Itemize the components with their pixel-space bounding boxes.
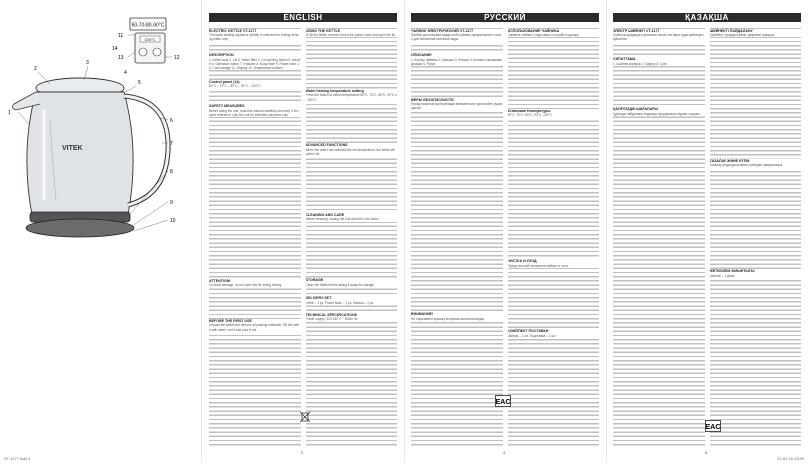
svg-text:EAC: EAC — [705, 424, 721, 431]
section: МЕРЫ БЕЗОПАСНОСТИ Перед началом эксплуатации внимательно прочитайте руководство. — [411, 97, 502, 111]
eac-mark-icon — [495, 395, 511, 407]
power-base — [26, 219, 134, 237]
section: DELIVERY SET Kettle – 1 pc. Power base – 1 pc. Manual – 1 pc. — [306, 296, 398, 305]
english-col-right — [306, 27, 398, 448]
section: Water heating temperature setting Press the button to select temperature 60°C, 70°C, 80°C, 90°C or 100°C. — [305, 88, 397, 102]
section: BEFORE THE FIRST USE Unpack the kettle and remove all packing materials. Fill the kettle with water, boil it and pour it out. — [209, 318, 300, 332]
callout-13: 13 — [118, 55, 124, 61]
section: ИСПОЛЬЗОВАНИЕ ЧАЙНИКА Снимите чайник с подставки и откройте крышку. — [508, 29, 600, 38]
section: Установка температуры 60°C, 70°C, 80°C, 90°C, 100°C — [508, 109, 600, 118]
callout-7: 7 — [170, 141, 173, 147]
section: ТАЗАЛАУ ЖӘНЕ КҮТІМ Тазалау алдында шәйнекті желіден ажыратыңыз. — [710, 159, 802, 168]
section: SAFETY MEASURES Before using the unit, read this manual carefully and keep it for future reference. Use the unit for intended purposes only. — [209, 104, 300, 117]
figure-panel — [0, 0, 200, 462]
print-footer-left: VT-1177.indd 1 — [4, 456, 31, 461]
recycle-bin-icon — [300, 410, 310, 422]
russian-banner: РУССКИЙ — [411, 13, 599, 22]
english-col-left — [209, 27, 301, 448]
callout-5: 5 — [138, 80, 141, 86]
english-panel — [203, 0, 403, 462]
svg-text:EAC: EAC — [495, 399, 511, 406]
callout-8: 8 — [170, 169, 173, 175]
section: СИПАТТАМА 1. Шәйнек корпусы 2. Қақпақ 3. Сүзгі — [613, 57, 705, 66]
section: ЧИСТКА И УХОД Перед чисткой отключите чайник от сети. — [508, 259, 600, 268]
section: КОМПЛЕКТ ПОСТАВКИ Чайник – 1 шт. Подставка – 1 шт. — [508, 329, 600, 338]
kettle-diagram — [0, 0, 200, 462]
eac-mark-kz-icon — [705, 420, 721, 432]
section: ОПИСАНИЕ 1. Корпус чайника 2. Крышка 3. Фильтр 4. Кнопка открывания крышки 5. Ручка — [411, 53, 502, 66]
section: ЭЛЕКТР ШӘЙНЕГІ VT-1177 Сұйықты қыздыруға арналған аспап тек ауыз суды қайнатуға арналған. — [613, 28, 704, 42]
fold-line — [201, 0, 202, 462]
kazakh-col-right — [710, 27, 802, 448]
callout-1: 1 — [8, 110, 11, 116]
kazakh-banner: ҚАЗАҚША — [613, 13, 801, 22]
section: ШӘЙНЕКТІ ПАЙДАЛАНУ Шәйнекті тұғырдан алып, қақпағын ашыңыз. — [710, 29, 802, 38]
callout-14: 14 — [112, 46, 118, 52]
russian-columns — [411, 27, 599, 448]
callout-10: 10 — [170, 218, 176, 224]
section: CLEANING AND CARE Before cleaning, unplug the unit and let it cool down. — [306, 213, 398, 222]
panel-button-right — [153, 48, 161, 56]
section: ЖЕТКІЗІЛІМ ЖИЫНТЫҒЫ Шәйнек – 1 дана — [710, 269, 802, 278]
callout-12: 12 — [174, 55, 180, 61]
section: ЧАЙНИК ЭЛЕКТРИЧЕСКИЙ VT-1177 Прибор для нагрева жидкостей (чайник) предназначен только для кипячения питьевой воды. — [411, 28, 502, 42]
brand-text: VITEK — [62, 145, 83, 152]
section: ATTENTION! To avoid damage, do not open the lid during boiling. — [209, 279, 301, 288]
section: ADVANCED FUNCTIONS When the water has reached the set temperature, the kettle will switch off. — [306, 143, 398, 156]
section: STORAGE Clean the kettle before taking it away for storage. — [306, 278, 398, 287]
kazakh-panel — [607, 0, 807, 462]
english-columns — [209, 27, 397, 448]
callout-9: 9 — [170, 200, 173, 206]
kazakh-col-left — [613, 27, 705, 448]
print-footer-right: 22.02.16 13:59 — [777, 456, 804, 461]
section: ҚАУІПСІЗДІК ШАРАЛАРЫ Құралды пайдалану алдында нұсқаулықты мұқият оқыңыз. — [613, 107, 705, 116]
section: ВНИМАНИЕ! Не открывайте крышку во время кипячения воды. — [411, 312, 503, 321]
badge-text: 100°C — [144, 37, 156, 42]
section: DESCRIPTION 1. Kettle body 2. Lid 3. Water filter 4. Lid opening button 5. Handle 6. Operation button 7. Indicator 8. Body base 9. Power base 10. Cord storage 11. Display 12. Temperature buttons — [209, 53, 301, 70]
section: USING THE KETTLE To fill the kettle, remove it from the power base and open the lid. — [305, 28, 396, 38]
section: Control panel (14) 60°C – 70°C – 80°C – 90°C – 100°C — [209, 80, 301, 89]
russian-col-right — [508, 27, 600, 448]
russian-col-left — [411, 27, 503, 448]
english-banner: ENGLISH — [209, 13, 397, 22]
section: TECHNICAL SPECIFICATIONS Power supply: 220-240 V ~ 50/60 Hz — [306, 313, 398, 322]
temp-label-text: 60-70-80-90°C — [131, 22, 165, 29]
page-number: 6 — [705, 450, 708, 455]
page-number: 4 — [503, 450, 506, 455]
page-number: 2 — [301, 450, 304, 455]
russian-panel — [405, 0, 605, 462]
callout-4: 4 — [124, 70, 127, 76]
callout-11: 11 — [118, 33, 124, 39]
kazakh-columns — [613, 27, 801, 448]
section: ELECTRIC KETTLE VT-1177 The liquid heating appliance (kettle) is intended for boiling drinking water only. — [209, 28, 299, 42]
panel-button-left — [139, 48, 147, 56]
callout-2: 2 — [34, 66, 37, 72]
callout-3: 3 — [86, 60, 89, 66]
callout-6: 6 — [170, 118, 173, 124]
